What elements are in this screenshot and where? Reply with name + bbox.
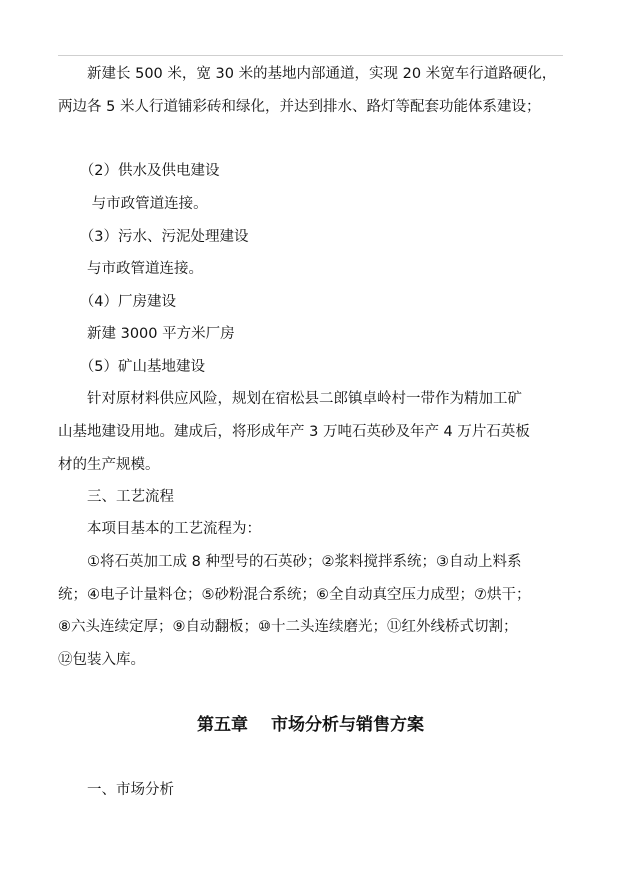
body-line: 两边各 5 米人行道铺彩砖和绿化，并达到排水、路灯等配套功能体系建设； — [58, 99, 541, 115]
header-rule — [58, 55, 563, 56]
body-line: ⑧六头连续定厚；⑨自动翻板；⑩十二头连续磨光；⑪红外线桥式切割； — [58, 619, 518, 635]
body-line: 针对原材料供应风险，规划在宿松县二郎镇卓岭村一带作为精加工矿 — [58, 391, 522, 407]
body-line: 统；④电子计量料仓；⑤砂粉混合系统；⑥全自动真空压力成型；⑦烘干； — [58, 587, 531, 603]
body-line: （5）矿山基地建设 — [58, 359, 205, 375]
body-line: 三、工艺流程 — [58, 489, 174, 505]
body-line: 新建 3000 平方米厂房 — [58, 326, 235, 342]
body-line: ①将石英加工成 8 种型号的石英砂；②浆料搅拌系统；③自动上料系 — [58, 554, 522, 570]
body-line: （4）厂房建设 — [58, 294, 176, 310]
body-line: 与市政管道连接。 — [58, 196, 208, 212]
body-line: （2）供水及供电建设 — [58, 163, 220, 179]
body-line: 本项目基本的工艺流程为： — [58, 521, 261, 537]
section-heading: 一、市场分析 — [58, 782, 174, 798]
chapter-heading: 第五章 市场分析与销售方案 — [197, 715, 424, 735]
body-line: 山基地建设用地。建成后，将形成年产 3 万吨石英砂及年产 4 万片石英板 — [58, 424, 530, 440]
body-line: 与市政管道连接。 — [58, 261, 203, 277]
body-line: （3）污水、污泥处理建设 — [58, 229, 249, 245]
body-line: 材的生产规模。 — [58, 457, 160, 473]
body-line: ⑫包装入库。 — [58, 652, 145, 668]
body-line: 新建长 500 米，宽 30 米的基地内部通道，实现 20 米宽车行道路硬化， — [58, 66, 557, 82]
